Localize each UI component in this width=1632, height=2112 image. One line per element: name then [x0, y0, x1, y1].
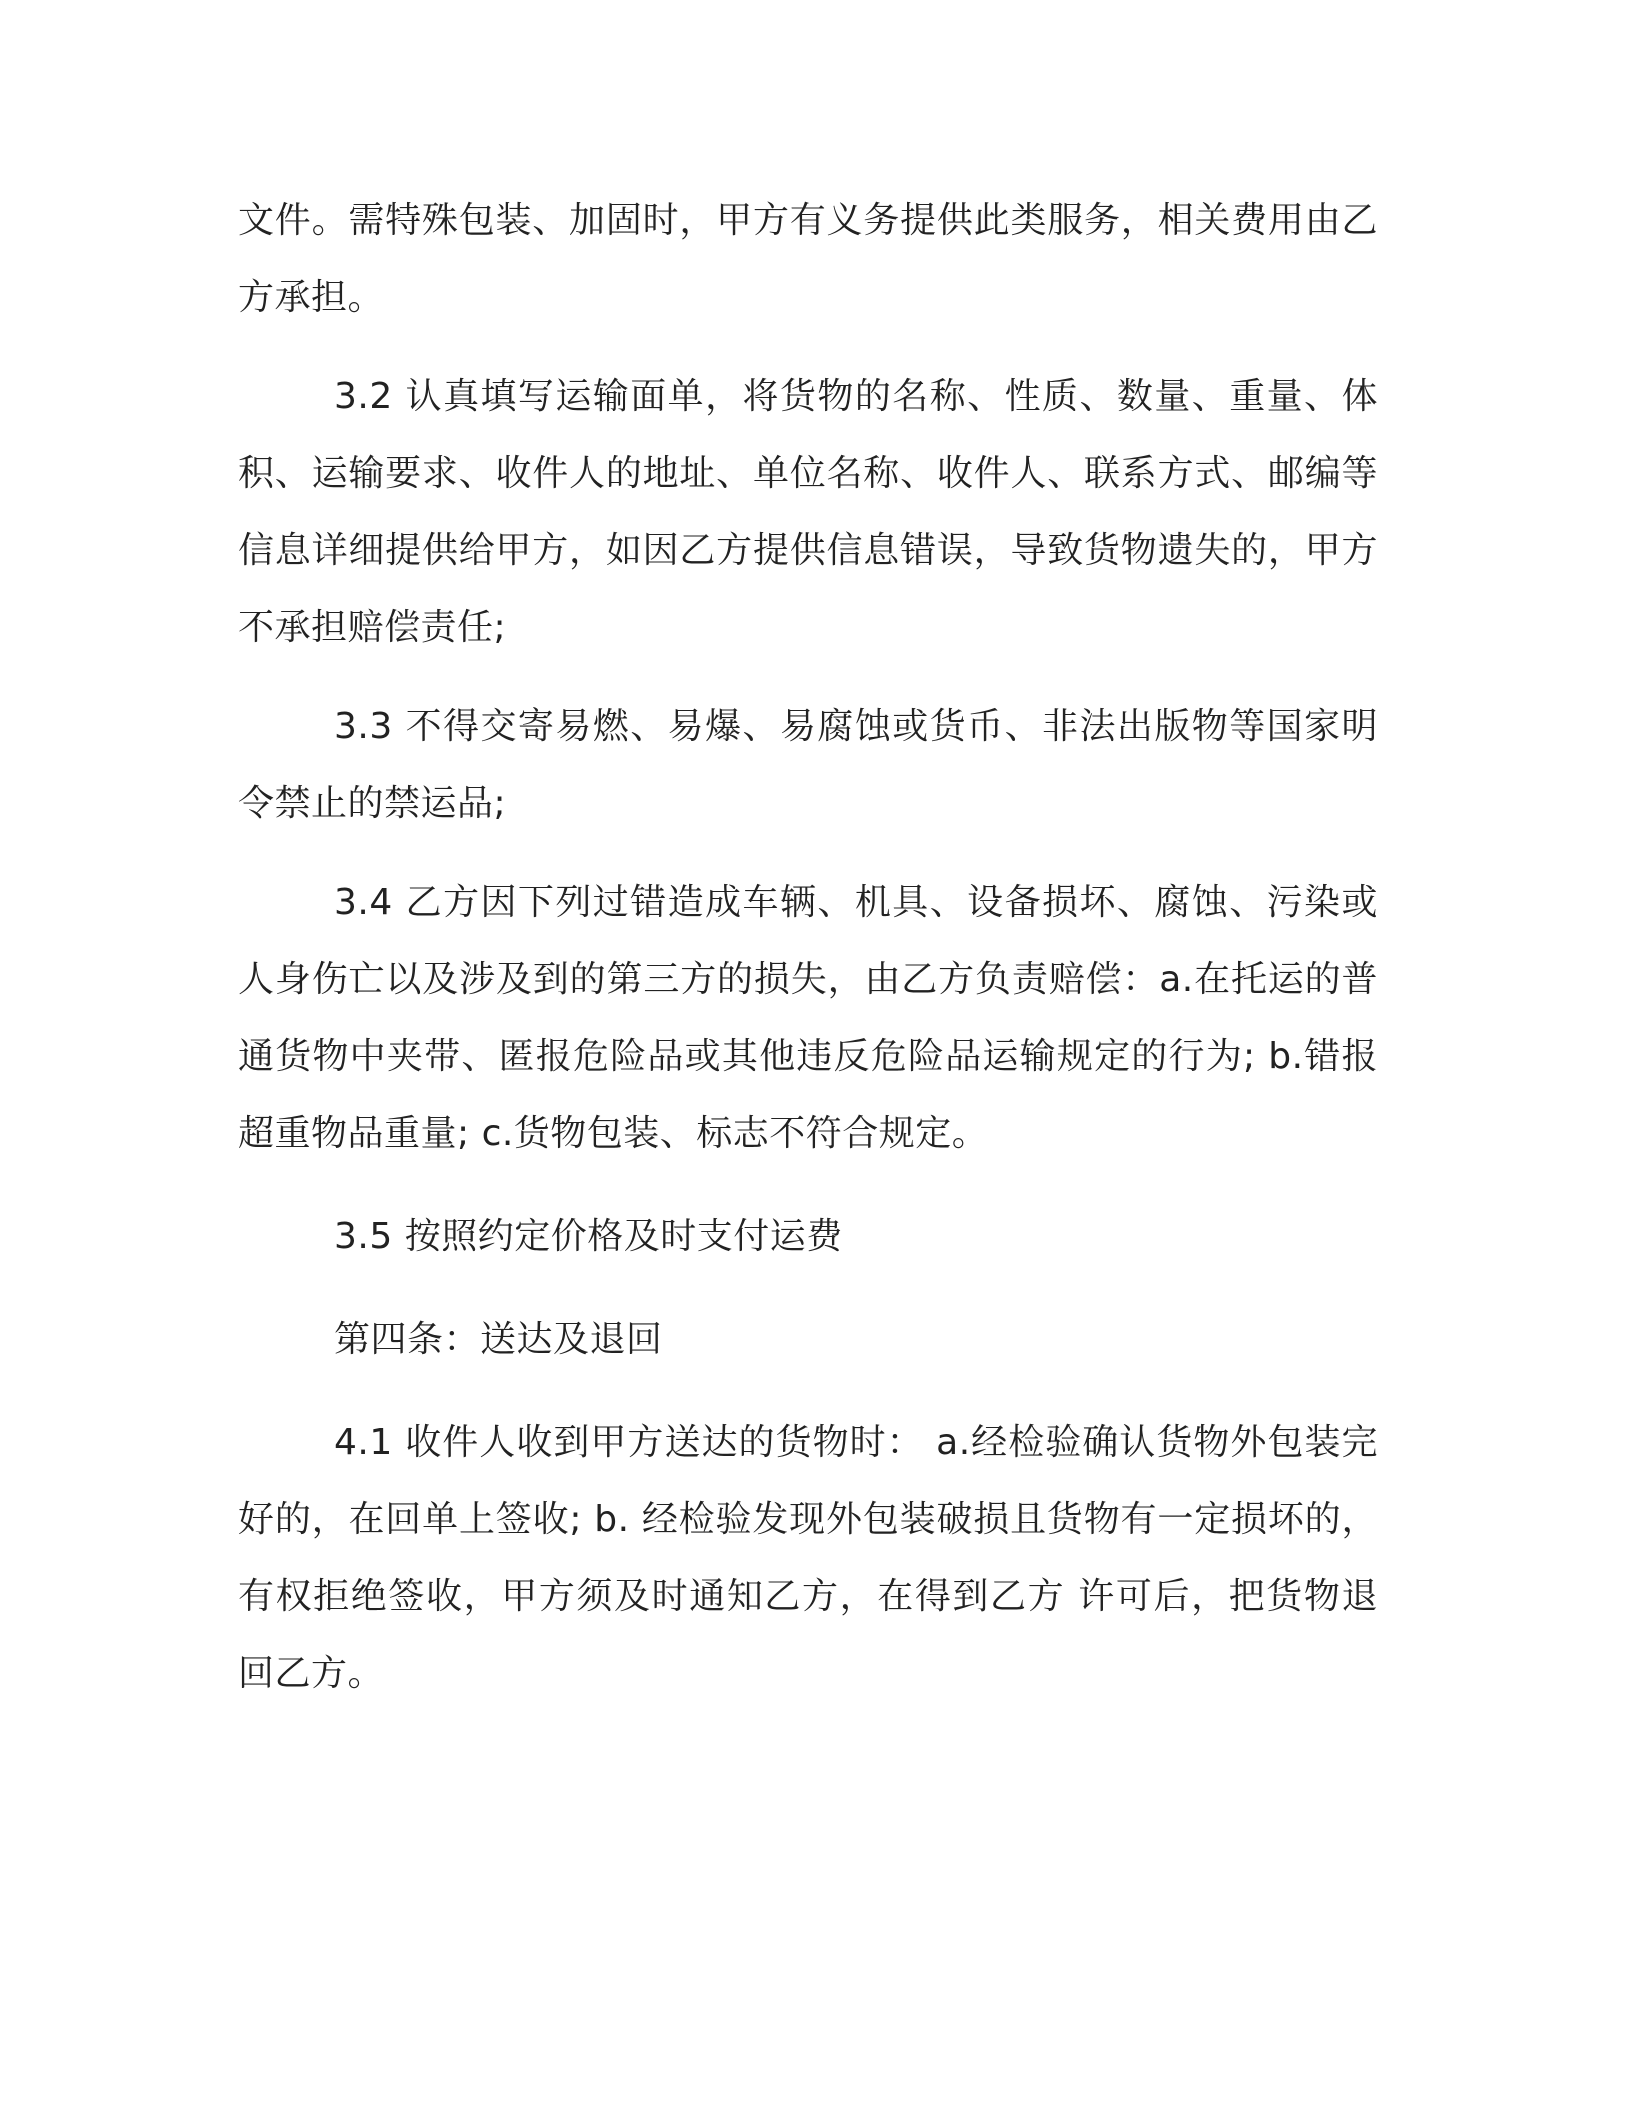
paragraph-continuation: 文件。需特殊包装、加固时，甲方有义务提供此类服务，相关费用由乙方承担。	[238, 200, 1378, 318]
paragraph-4-1: 4.1 收件人收到甲方送达的货物时： a.经检验确认货物外包装完好的，在回单上签收; b. 经检验发现外包装破损且货物有一定损坏的，有权拒绝签收，甲方须及时通知乙方，在得到乙方 许可后，把货物退回乙方。	[238, 1422, 1378, 1694]
paragraph-3-5: 3.5 按照约定价格及时支付运费	[334, 1216, 843, 1257]
paragraph-3-3: 3.3 不得交寄易燃、易爆、易腐蚀或货币、非法出版物等国家明令禁止的禁运品;	[238, 706, 1378, 824]
paragraph-3-2: 3.2 认真填写运输面单，将货物的名称、性质、数量、重量、体积、运输要求、收件人的地址、单位名称、收件人、联系方式、邮编等信息详细提供给甲方，如因乙方提供信息错误，导致货物遗失的，甲方不承担赔偿责任;	[238, 376, 1378, 648]
section-heading-article-4: 第四条：送达及退回	[334, 1319, 663, 1360]
paragraph-3-4: 3.4 乙方因下列过错造成车辆、机具、设备损坏、腐蚀、污染或人身伤亡以及涉及到的第三方的损失，由乙方负责赔偿：a.在托运的普通货物中夹带、匿报危险品或其他违反危险品运输规定的行为; b.错报超重物品重量; c.货物包装、标志不符合规定。	[238, 882, 1378, 1154]
document-body	[238, 182, 1378, 1712]
